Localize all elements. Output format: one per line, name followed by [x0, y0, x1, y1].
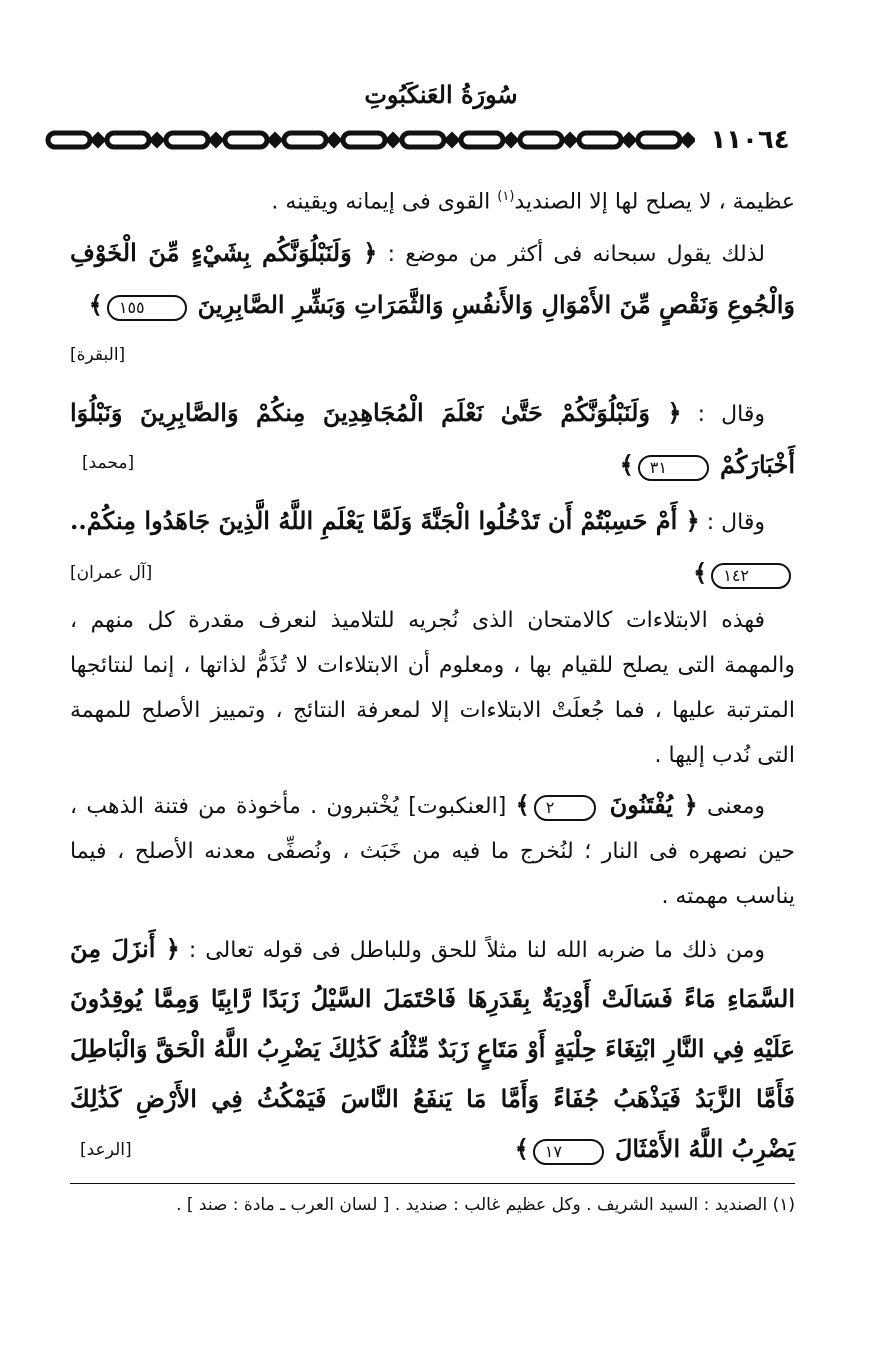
ayah-number: ١٧	[533, 1139, 604, 1165]
surah-title: سُورَةُ العَنكَبُوتِ	[364, 80, 518, 109]
paragraph-3	[70, 388, 795, 492]
paragraph-1	[70, 172, 795, 227]
ornament-link	[107, 133, 149, 147]
ornament-diamond	[211, 135, 221, 145]
ornament-diamond	[93, 135, 103, 145]
paragraph-6	[70, 782, 795, 919]
verse-close-bracket: ﴾	[619, 450, 634, 479]
quran-verse-al-imran: ﴿ أَمْ حَسِبْتُمْ أَن تَدْخُلُوا الْجَنَّةَ وَلَمَّا يَعْلَمِ اللَّهُ الَّذِينَ جَاهَدُوا مِنكُمْ..	[70, 506, 700, 535]
reference-ankabut: [العنكبوت]	[408, 794, 507, 819]
ornament-diamond	[447, 135, 457, 145]
verse-close-bracket: ﴾	[514, 1134, 529, 1163]
verse-close-bracket: ﴾	[88, 290, 103, 319]
paragraph-1-end: القوى فى إيمانه ويقينه .	[271, 189, 491, 215]
ornament-diamond	[152, 135, 162, 145]
ornament-link	[402, 133, 444, 147]
ornament-link	[284, 133, 326, 147]
ornament-diamond	[565, 135, 575, 145]
ornament-link	[520, 133, 562, 147]
ornament-diamond	[683, 135, 693, 145]
ornament-diamond	[270, 135, 280, 145]
paragraph-2	[70, 228, 795, 332]
reference-muhammad: [محمد]	[82, 453, 135, 473]
ornament-link	[461, 133, 503, 147]
page-number: ١١٠٦٤	[695, 120, 805, 160]
reference-al-imran: [آل عمران]	[70, 563, 153, 583]
reference-baqara: [البقرة]	[70, 345, 126, 365]
paragraph-4	[70, 496, 795, 600]
footnote-marker: (١)	[497, 189, 515, 204]
ayah-number: ٣١	[638, 455, 709, 481]
ornament-diamond	[329, 135, 339, 145]
paragraph-7-intro: ومن ذلك ما ضربه الله لنا مثلاً للحق وللباطل فى قوله تعالى :	[188, 938, 765, 963]
ayah-number: ٢	[534, 795, 597, 821]
footnote-divider	[70, 1183, 795, 1184]
ornament-diamond	[624, 135, 634, 145]
ornament-link	[638, 133, 680, 147]
ornament-bar	[38, 120, 798, 160]
reference-raad: [الرعد]	[80, 1140, 132, 1160]
quran-verse-muhammad: ﴿ وَلَنَبْلُوَنَّكُمْ حَتَّىٰ نَعْلَمَ الْمُجَاهِدِينَ مِنكُمْ وَالصَّابِرِينَ وَنَبْلُوَا أَخْبَارَكُمْ	[70, 398, 795, 479]
ayah-number: ١٥٥	[107, 295, 187, 321]
quran-word-yuftanun: ﴿ يُفْتَنُونَ	[609, 790, 698, 819]
paragraph-7	[70, 925, 795, 1175]
quran-verse-baqara: ﴿ وَلَنَبْلُوَنَّكُم بِشَيْءٍ مِّنَ الْخَوْفِ وَالْجُوعِ وَنَقْصٍ مِّنَ الأَمْوَالِ وَالأَنفُسِ وَالثَّمَرَاتِ وَبَشِّرِ الصَّابِرِينَ	[70, 238, 795, 319]
paragraph-2-intro: لذلك يقول سبحانه فى أكثر من موضع :	[387, 242, 765, 267]
paragraph-6-rest: يُخْتبرون . مأخوذة من فتنة الذهب ، حين نصهره فى النار ؛ لنُخرج ما فيه من خَبَث ، ونُصفِّى معدنه الأصلح ، فيما يناسب مهمته .	[70, 794, 795, 909]
ornament-link	[225, 133, 267, 147]
paragraph-1-text: عظيمة ، لا يصلح لها إلا الصنديد	[514, 189, 795, 215]
quran-verse-raad: ﴿ أَنزَلَ مِنَ السَّمَاءِ مَاءً فَسَالَتْ أَوْدِيَةٌ بِقَدَرِهَا فَاحْتَمَلَ السَّيْلُ زَبَدًا رَّابِيًا وَمِمَّا يُوقِدُونَ عَلَيْهِ فِي النَّارِ ابْتِغَاءَ حِلْيَةٍ أَوْ مَتَاعٍ زَبَدٌ مِّثْلُهُ كَذَٰلِكَ يَضْرِبُ اللَّهُ الْحَقَّ وَالْبَاطِلَ فَأَمَّا الزَّبَدُ فَيَذْهَبُ جُفَاءً وَأَمَّا مَا يَنفَعُ النَّاسَ فَيَمْكُثُ فِي الأَرْضِ كَذَٰلِكَ يَضْرِبُ اللَّهُ الأَمْثَالَ	[70, 934, 795, 1163]
verse-close-bracket: ﴾	[693, 558, 708, 587]
ornament-diamond	[388, 135, 398, 145]
ornament-link	[166, 133, 208, 147]
paragraph-5: فهذه الابتلاءات كالامتحان الذى نُجريه للتلاميذ لنعرف مقدرة كل منهم ، والمهمة التى يصلح للقيام بها ، ومعلوم أن الابتلاءات لا تُذَمُّ لذاتها ، إنما لنتائجها المترتبة عليها ، فما جُعلَتْ الابتلاءات إلا لمعرفة النتائج ، وتمييز الأصلح للمهمة التى نُدب إليها .	[70, 608, 795, 768]
verse-close-bracket: ﴾	[515, 790, 530, 819]
ornament-diamond	[506, 135, 516, 145]
ayah-number: ١٤٢	[711, 563, 791, 589]
footnote: (١) الصنديد : السيد الشريف . وكل عظيم غالب : صنديد . [ لسان العرب ـ مادة : صند ] .	[176, 1195, 795, 1215]
paragraph-3-intro: وقال :	[697, 402, 765, 427]
paragraph-6-intro: ومعنى	[707, 794, 765, 819]
ornament-link	[343, 133, 385, 147]
paragraph-4-intro: وقال :	[706, 510, 766, 535]
ornament-link	[579, 133, 621, 147]
ornament-link	[48, 133, 90, 147]
